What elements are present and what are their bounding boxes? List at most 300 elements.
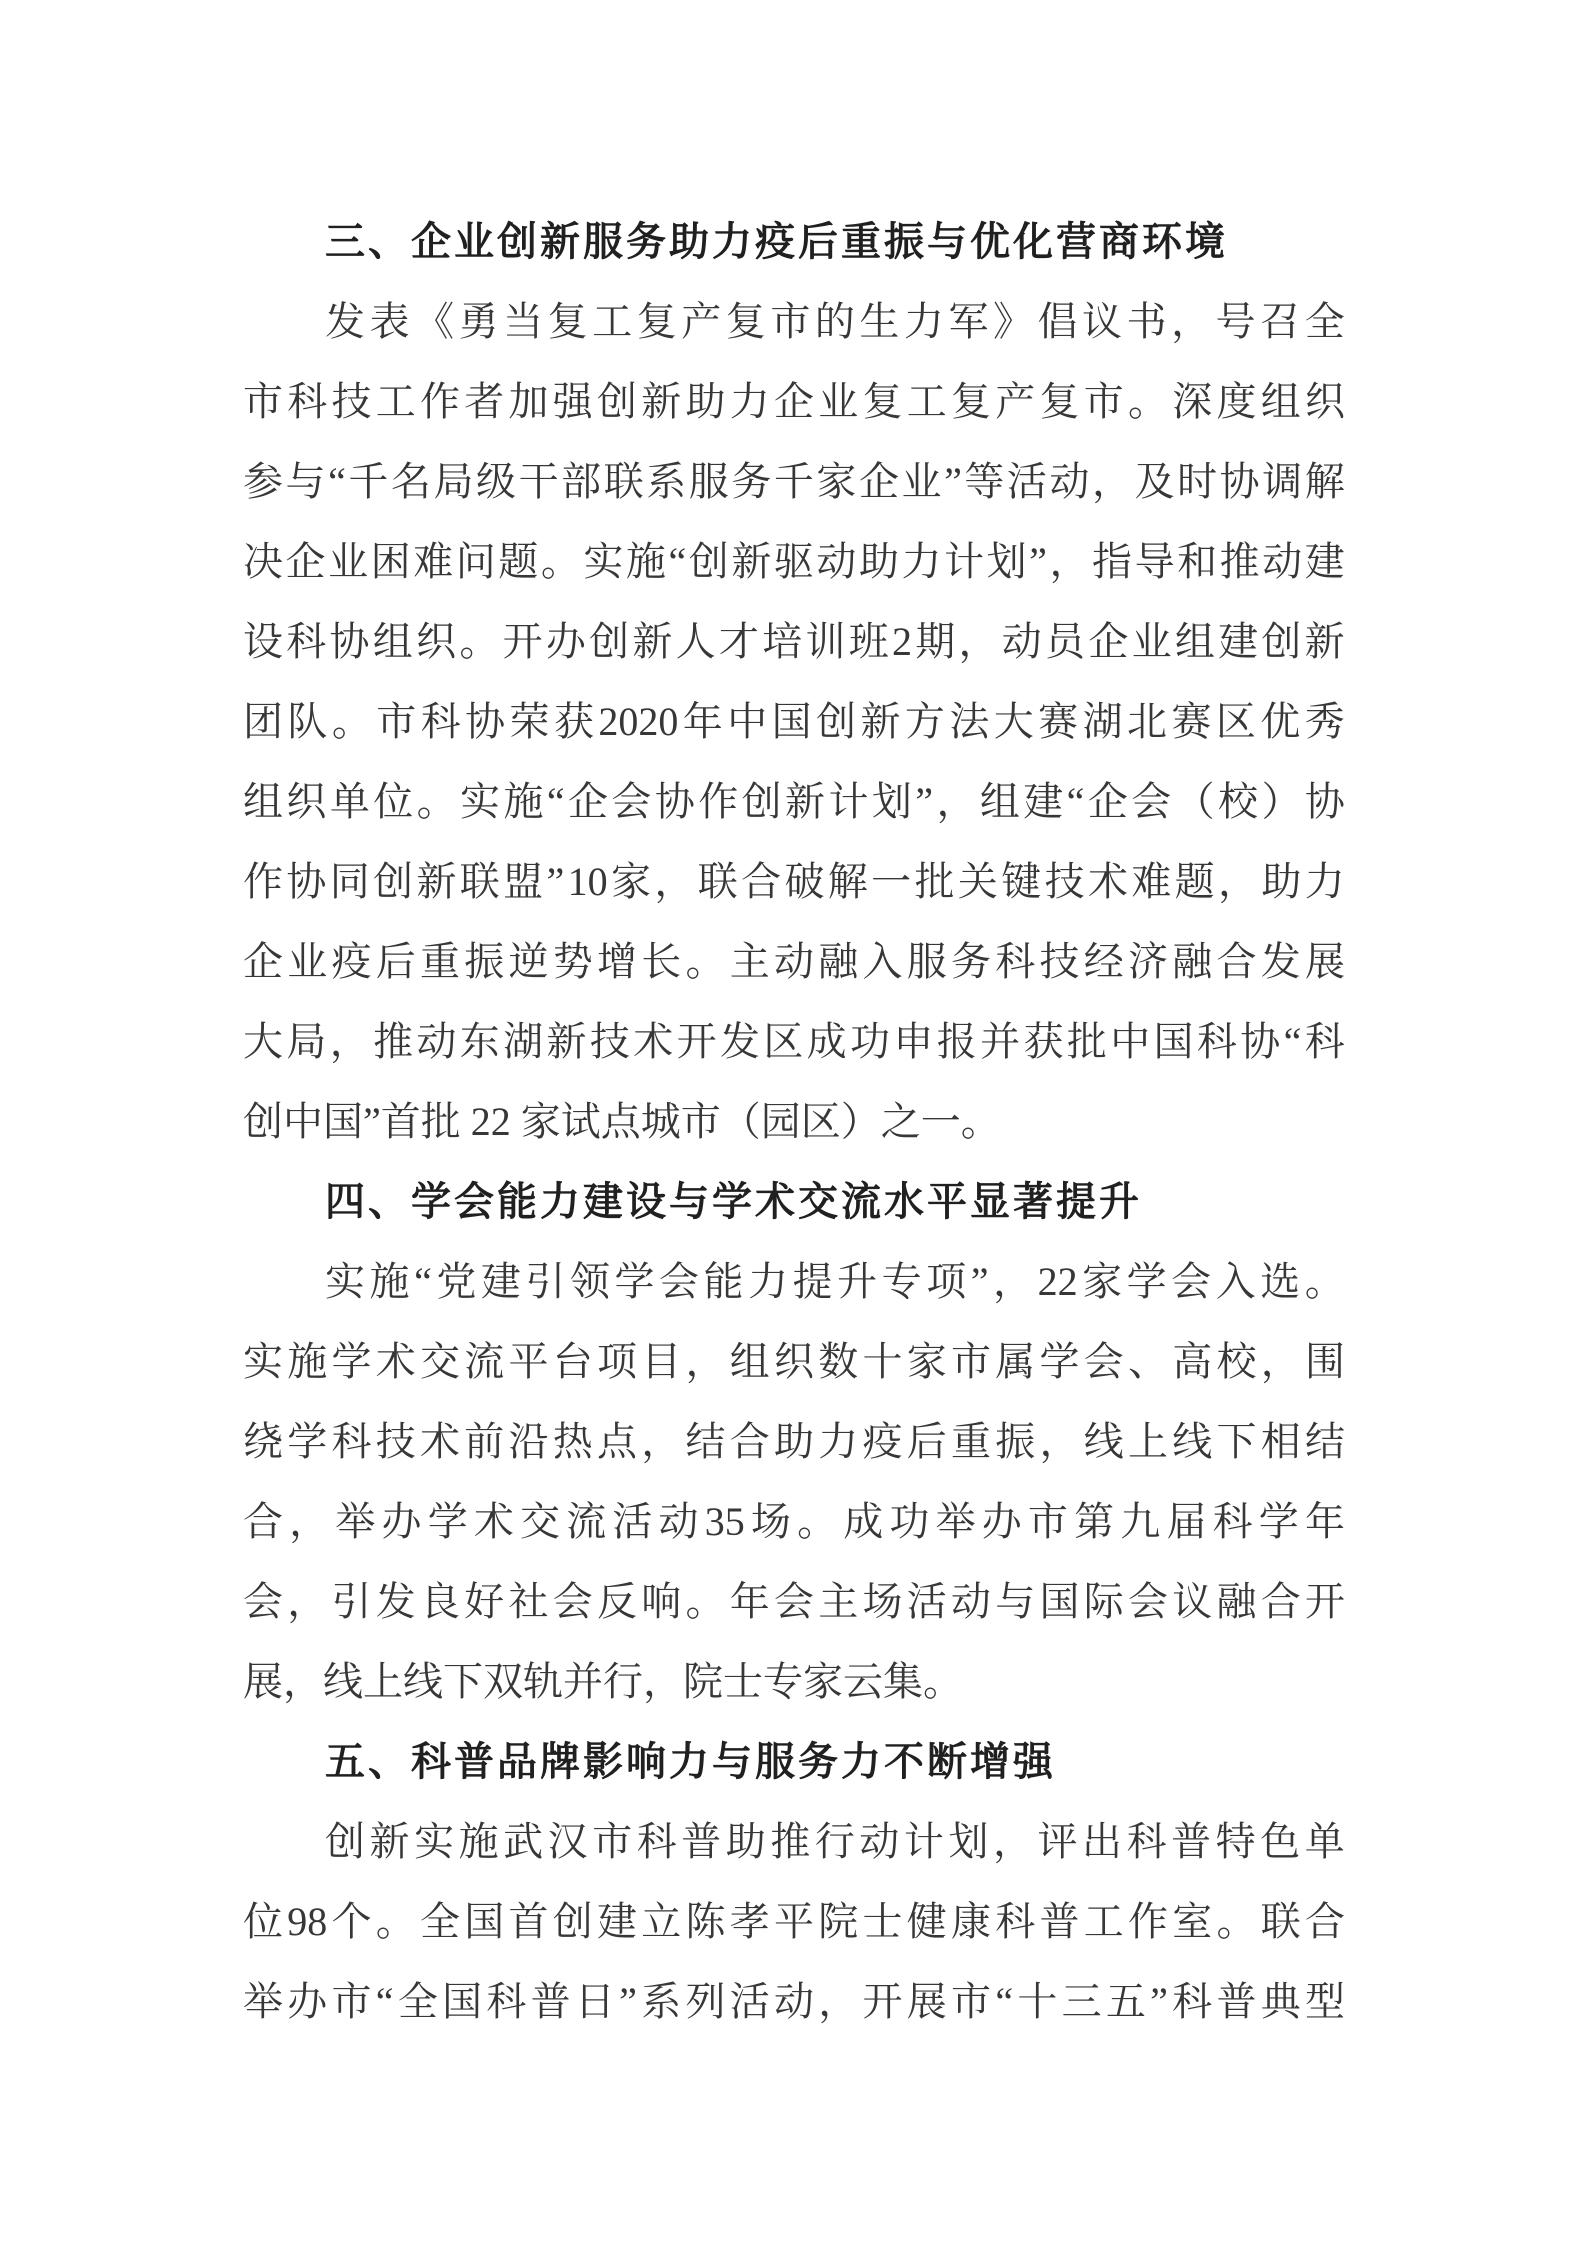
text-token: 团 <box>243 699 283 744</box>
text-token: 活 <box>729 1979 770 2024</box>
text-token: 联 <box>697 859 738 904</box>
text-token: 场 <box>862 1579 903 1624</box>
text-token: 力 <box>748 1259 789 1304</box>
text-token: 线 <box>1083 1419 1124 1464</box>
text-token: 技 <box>589 1019 630 1064</box>
text-token: 全 <box>420 1899 460 1944</box>
section-paragraph-lines <box>243 282 1345 1162</box>
text-token: 开 <box>502 619 543 664</box>
text-token: 评 <box>1037 1819 1078 1864</box>
text-token: 助 <box>858 539 899 584</box>
text-token: 解 <box>827 859 868 904</box>
text-token: 振 <box>464 939 505 984</box>
text-token: 施 <box>458 1819 499 1864</box>
text-token: 市 <box>770 299 811 344</box>
text-token: ， <box>685 1339 726 1384</box>
text-token: 三 <box>1061 1979 1102 2024</box>
text-token: 科 <box>1126 1819 1167 1864</box>
text-token: 特 <box>1215 1819 1256 1864</box>
text-token: 生 <box>859 299 900 344</box>
text-token: 复 <box>636 299 677 344</box>
text-token: 组 <box>1260 379 1301 424</box>
text-token: 产 <box>995 379 1036 424</box>
text-token: 实 <box>583 539 624 584</box>
text-token: “ <box>328 459 346 504</box>
text-token: “ <box>414 1259 432 1304</box>
text-line <box>243 1482 1345 1562</box>
section-paragraph-lines <box>243 1802 1345 2042</box>
text-token: 划 <box>948 1819 989 1864</box>
text-token: 家 <box>1082 1259 1123 1304</box>
text-token: 助 <box>1261 859 1302 904</box>
text-token: 产 <box>681 299 722 344</box>
text-token: 强 <box>552 379 593 424</box>
text-token: 新 <box>416 859 457 904</box>
text-token: 协 <box>286 859 327 904</box>
text-token: 振 <box>995 1419 1036 1464</box>
text-token: 推 <box>1219 539 1260 584</box>
text-token: 入 <box>1215 1259 1256 1304</box>
text-token: 合 <box>1260 1579 1301 1624</box>
text-token: 位 <box>243 1899 283 1944</box>
text-line <box>243 1962 1345 2042</box>
text-token: 助 <box>774 1419 814 1464</box>
text-token: 动 <box>951 1579 991 1624</box>
text-token: 科 <box>287 379 328 424</box>
text-token: “ <box>546 779 565 824</box>
text-token: 建 <box>1218 619 1259 664</box>
text-token: 《 <box>414 299 455 344</box>
text-token: 学 <box>427 1499 468 1544</box>
text-token: 。 <box>1216 1899 1257 1944</box>
text-token: 台 <box>552 1339 593 1384</box>
text-token: 动 <box>1049 459 1090 504</box>
text-token: 沿 <box>508 1419 549 1464</box>
text-token: 力 <box>901 539 942 584</box>
section-5-science-popularization <box>243 1722 1345 2042</box>
text-token: 届 <box>1166 1499 1207 1544</box>
text-token: 融 <box>818 939 859 984</box>
text-token: 22 <box>1037 1259 1078 1304</box>
text-token: ， <box>1260 1339 1301 1384</box>
text-token: 科 <box>1172 1979 1213 2024</box>
text-token: 协 <box>465 699 506 744</box>
text-token: 发 <box>719 1019 760 1064</box>
text-token: 局 <box>286 1019 327 1064</box>
text-token: 推 <box>373 1019 414 1064</box>
text-token: 学 <box>287 1419 328 1464</box>
text-token: 2 <box>891 619 912 664</box>
text-token: 协 <box>1240 1019 1281 1064</box>
text-token: 作 <box>698 779 739 824</box>
text-token: 湖 <box>503 1019 544 1064</box>
text-token: 98 <box>287 1899 328 1944</box>
text-token: 术 <box>420 1419 460 1464</box>
text-token: 服 <box>688 459 729 504</box>
text-token: 织 <box>1305 379 1345 424</box>
text-token: 联 <box>459 859 500 904</box>
text-token: 项 <box>926 1259 967 1304</box>
text-token: 国 <box>1153 1019 1194 1064</box>
text-token: 的 <box>814 299 855 344</box>
text-token: 计 <box>828 779 869 824</box>
text-token: 国 <box>464 1899 505 1944</box>
text-token: 普 <box>1039 1899 1080 1944</box>
text-token: 发 <box>1260 939 1301 984</box>
text-token: 企 <box>285 539 326 584</box>
text-token: 新 <box>632 619 673 664</box>
text-token: 中 <box>1110 1019 1151 1064</box>
text-token: 开 <box>676 1019 717 1064</box>
text-token: 系 <box>646 459 687 504</box>
text-token: 班 <box>848 619 889 664</box>
text-token: 办 <box>381 1499 422 1544</box>
text-token: 技 <box>1039 939 1080 984</box>
text-token: 国 <box>771 699 812 744</box>
text-token: 新 <box>785 779 826 824</box>
text-token: 企 <box>1088 619 1129 664</box>
text-token: 科 <box>1196 1019 1237 1064</box>
text-token: 色 <box>1260 1819 1301 1864</box>
text-token: 动 <box>816 539 857 584</box>
text-token: 型 <box>1304 1979 1345 2024</box>
text-token: 线 <box>1172 1419 1213 1464</box>
text-token: 湖 <box>1082 699 1123 744</box>
text-token: 专 <box>881 1259 922 1304</box>
text-token: 调 <box>1262 459 1303 504</box>
text-token: 社 <box>508 1579 549 1624</box>
text-token: 家 <box>906 1339 947 1384</box>
text-line <box>243 762 1345 842</box>
text-token: 建 <box>480 1259 521 1304</box>
text-token: 。 <box>797 1499 838 1544</box>
text-token: 数 <box>818 1339 859 1384</box>
text-token: 千 <box>348 459 389 504</box>
text-token: 助 <box>725 1819 766 1864</box>
text-token: 陈 <box>685 1899 726 1944</box>
text-token: 下 <box>1216 1419 1257 1464</box>
text-line <box>243 1802 1345 1882</box>
text-token: 活 <box>1006 459 1047 504</box>
text-token: 务 <box>951 939 991 984</box>
text-token: 工 <box>1083 1899 1124 1944</box>
text-token: 业 <box>901 459 942 504</box>
text-token: 业 <box>1131 619 1172 664</box>
text-token: 题 <box>1174 859 1215 904</box>
text-token: 创 <box>552 1899 593 1944</box>
text-token: 市 <box>951 1979 992 2024</box>
text-token: 工 <box>375 379 416 424</box>
text-token: 深 <box>1172 379 1213 424</box>
text-token: 升 <box>837 1259 878 1304</box>
text-token: 方 <box>904 699 945 744</box>
text-token: 东 <box>459 1019 500 1064</box>
text-token: 业 <box>287 939 328 984</box>
text-token: 全 <box>1304 299 1345 344</box>
text-token: 办 <box>545 619 586 664</box>
text-token: 赛 <box>1171 699 1212 744</box>
text-token: 主 <box>729 939 770 984</box>
text-token: 发 <box>325 299 365 344</box>
text-token: 交 <box>520 1499 561 1544</box>
text-token: 》 <box>992 299 1033 344</box>
text-line <box>243 282 1345 362</box>
text-token: 复 <box>862 379 903 424</box>
text-line <box>243 442 1345 522</box>
text-token: 大 <box>243 1019 283 1064</box>
text-token: 成 <box>806 1019 847 1064</box>
text-token: 活 <box>612 1499 653 1544</box>
text-token: 技 <box>1044 859 1085 904</box>
text-token: 好 <box>464 1579 505 1624</box>
text-token: 单 <box>329 779 370 824</box>
text-token: 解 <box>1304 459 1345 504</box>
text-token: 建 <box>597 1899 637 1944</box>
text-token: 出 <box>1082 1819 1123 1864</box>
text-token: 高 <box>1172 1339 1213 1384</box>
text-token: 立 <box>641 1899 682 1944</box>
text-token: 家 <box>816 459 857 504</box>
text-line <box>243 842 1345 922</box>
text-token: 部 <box>561 459 602 504</box>
text-token: 法 <box>949 699 990 744</box>
text-token: ” <box>1150 1979 1168 2024</box>
text-token: 普 <box>681 1819 722 1864</box>
text-token: 倡 <box>1037 299 1078 344</box>
text-line <box>243 1002 1345 1082</box>
text-token: 决 <box>243 539 283 584</box>
text-token: “ <box>375 1979 394 2024</box>
text-token: 导 <box>1134 539 1175 584</box>
text-token: 并 <box>980 1019 1021 1064</box>
text-token: 培 <box>762 619 803 664</box>
text-token: 难 <box>413 539 454 584</box>
text-token: 申 <box>893 1019 934 1064</box>
text-token: 与 <box>995 1579 1036 1624</box>
text-token: 施 <box>369 1259 410 1304</box>
text-token: 秀 <box>1304 699 1345 744</box>
text-token: 长 <box>641 939 682 984</box>
text-token: 实 <box>243 1339 283 1384</box>
text-token: 武 <box>503 1819 544 1864</box>
text-token: 施 <box>503 779 544 824</box>
text-token: ， <box>958 619 999 664</box>
text-token: 及 <box>1134 459 1175 504</box>
text-line <box>243 362 1345 442</box>
text-token: 干 <box>518 459 559 504</box>
text-token: 复 <box>951 379 991 424</box>
section-heading: 三、企业创新服务助力疫后重振与优化营商环境 <box>325 220 1228 264</box>
text-token: 举 <box>243 1979 283 2024</box>
text-token: 关 <box>957 859 998 904</box>
text-token: 键 <box>1001 859 1042 904</box>
text-token: 施 <box>625 539 666 584</box>
text-token: 年 <box>729 1579 770 1624</box>
text-token: 复 <box>725 299 766 344</box>
text-token: 科 <box>995 939 1036 984</box>
text-token: 新 <box>546 1019 587 1064</box>
text-token: 力 <box>903 299 944 344</box>
text-token: ” <box>915 779 934 824</box>
text-token: 人 <box>675 619 716 664</box>
text-token: 热 <box>552 1419 593 1464</box>
text-token: 千 <box>773 459 814 504</box>
text-token: 市 <box>1083 379 1124 424</box>
text-token: ， <box>1171 299 1212 344</box>
text-token: （ <box>1174 779 1215 824</box>
text-token: 系 <box>641 1979 682 2024</box>
text-token: 期 <box>915 619 956 664</box>
text-token: 组 <box>729 1339 770 1384</box>
text-token: ， <box>654 859 695 904</box>
text-token: 织 <box>416 619 457 664</box>
text-token: 指 <box>1092 539 1133 584</box>
text-token: 。 <box>685 939 726 984</box>
text-token: 术 <box>1087 859 1128 904</box>
text-token: 家 <box>611 859 651 904</box>
text-token: 复 <box>547 299 588 344</box>
text-token: 典 <box>1260 1979 1301 2024</box>
text-token: 市 <box>376 699 417 744</box>
text-token: 科 <box>636 1819 677 1864</box>
text-token: ， <box>1218 859 1259 904</box>
text-token: 会 <box>1131 779 1172 824</box>
text-token: 动 <box>1001 619 1042 664</box>
text-token: 会 <box>1128 1579 1168 1624</box>
text-token: 市 <box>331 1979 372 2024</box>
text-token: 主 <box>818 1579 859 1624</box>
text-token: 发 <box>375 1579 416 1624</box>
text-token: 属 <box>995 1339 1036 1384</box>
text-token: 实 <box>325 1259 365 1304</box>
text-token: 赛 <box>1038 699 1079 744</box>
text-token: 计 <box>944 539 985 584</box>
text-token: ， <box>329 1019 370 1064</box>
text-line: 展，线上线下双轨并行，院士专家云集。 <box>243 1659 963 1704</box>
section-heading: 五、科普品牌影响力与服务力不断增强 <box>325 1740 1056 1784</box>
text-token: 流 <box>464 1339 505 1384</box>
text-token: 、 <box>1128 1339 1168 1384</box>
text-token: 35 <box>704 1499 745 1544</box>
text-token: 功 <box>850 1019 891 1064</box>
text-token: 协 <box>654 779 695 824</box>
text-token: 企 <box>243 939 283 984</box>
text-token: ” <box>1029 539 1047 584</box>
text-token: 汉 <box>547 1819 588 1864</box>
text-token: 10 <box>567 859 608 904</box>
text-token: 同 <box>329 859 370 904</box>
text-token: 普 <box>530 1979 571 2024</box>
text-token: 施 <box>287 1339 328 1384</box>
text-token: 引 <box>525 1259 566 1304</box>
text-token: 新 <box>1304 619 1345 664</box>
text-token: 孝 <box>729 1899 770 1944</box>
text-token: 当 <box>503 299 544 344</box>
text-token: 势 <box>552 939 593 984</box>
text-token: 日 <box>574 1979 615 2024</box>
text-token: 合 <box>1216 939 1257 984</box>
text-token: 中 <box>727 699 768 744</box>
text-token: 获 <box>1023 1019 1064 1064</box>
text-token: 助 <box>685 379 726 424</box>
text-token: 科 <box>1212 1499 1253 1544</box>
text-token: 。 <box>1304 1259 1345 1304</box>
text-token: 一 <box>871 859 912 904</box>
text-token: 实 <box>460 779 501 824</box>
text-token: 者 <box>464 379 505 424</box>
text-token: 。 <box>375 1899 416 1944</box>
text-token: 重 <box>951 1419 991 1464</box>
text-token: 院 <box>818 1899 859 1944</box>
text-token: 服 <box>906 939 947 984</box>
text-token: 科 <box>331 1419 372 1464</box>
text-token: 济 <box>1128 939 1168 984</box>
text-token: 校 <box>1216 1339 1257 1384</box>
text-token: 首 <box>508 1899 549 1944</box>
text-token: 训 <box>805 619 846 664</box>
text-token: 会 <box>243 1579 283 1624</box>
text-token: 上 <box>1128 1419 1168 1464</box>
text-token: 划 <box>986 539 1027 584</box>
text-token: 作 <box>1128 1899 1168 1944</box>
text-token: 学 <box>331 1339 372 1384</box>
text-token: 后 <box>906 1419 947 1464</box>
text-token: 协 <box>1219 459 1260 504</box>
text-token: 创 <box>373 859 414 904</box>
text-token: 士 <box>862 1899 903 1944</box>
text-line <box>243 522 1345 602</box>
text-token: 。 <box>416 779 457 824</box>
text-token: 议 <box>1082 299 1123 344</box>
text-token: 举 <box>935 1499 976 1544</box>
text-token: 合 <box>243 1499 283 1544</box>
text-token: 号 <box>1215 299 1256 344</box>
text-token: 创 <box>1261 619 1302 664</box>
text-token: ” <box>944 459 962 504</box>
text-token: 年 <box>682 699 723 744</box>
text-token: 与 <box>285 459 326 504</box>
text-line <box>243 602 1345 682</box>
text-token: 建 <box>1023 779 1064 824</box>
text-token: 十 <box>862 1339 903 1384</box>
text-token: 协 <box>329 619 370 664</box>
text-token: 推 <box>770 1819 811 1864</box>
text-token: 名 <box>390 459 431 504</box>
text-token: 表 <box>369 299 410 344</box>
text-token: 议 <box>1172 1579 1213 1624</box>
text-token: 企 <box>774 379 814 424</box>
text-token: 会 <box>552 1579 593 1624</box>
text-token: 军 <box>948 299 989 344</box>
text-token: 召 <box>1260 299 1301 344</box>
text-token: ， <box>818 1979 859 2024</box>
text-token: 合 <box>729 1419 770 1464</box>
text-token: 动 <box>416 1019 457 1064</box>
text-token: 组 <box>243 779 283 824</box>
text-token: 结 <box>1305 1419 1345 1464</box>
text-token: 企 <box>1087 779 1128 824</box>
text-token: 划 <box>871 779 912 824</box>
text-token: 流 <box>566 1499 607 1544</box>
text-token: 交 <box>420 1339 460 1384</box>
text-token: 困 <box>370 539 411 584</box>
text-token: 会 <box>1083 1339 1124 1384</box>
text-token: 复 <box>1039 379 1080 424</box>
text-token: 。 <box>540 539 581 584</box>
text-token: 十 <box>1017 1979 1058 2024</box>
section-paragraph-lines <box>243 1242 1345 1722</box>
text-token: 新 <box>731 539 772 584</box>
